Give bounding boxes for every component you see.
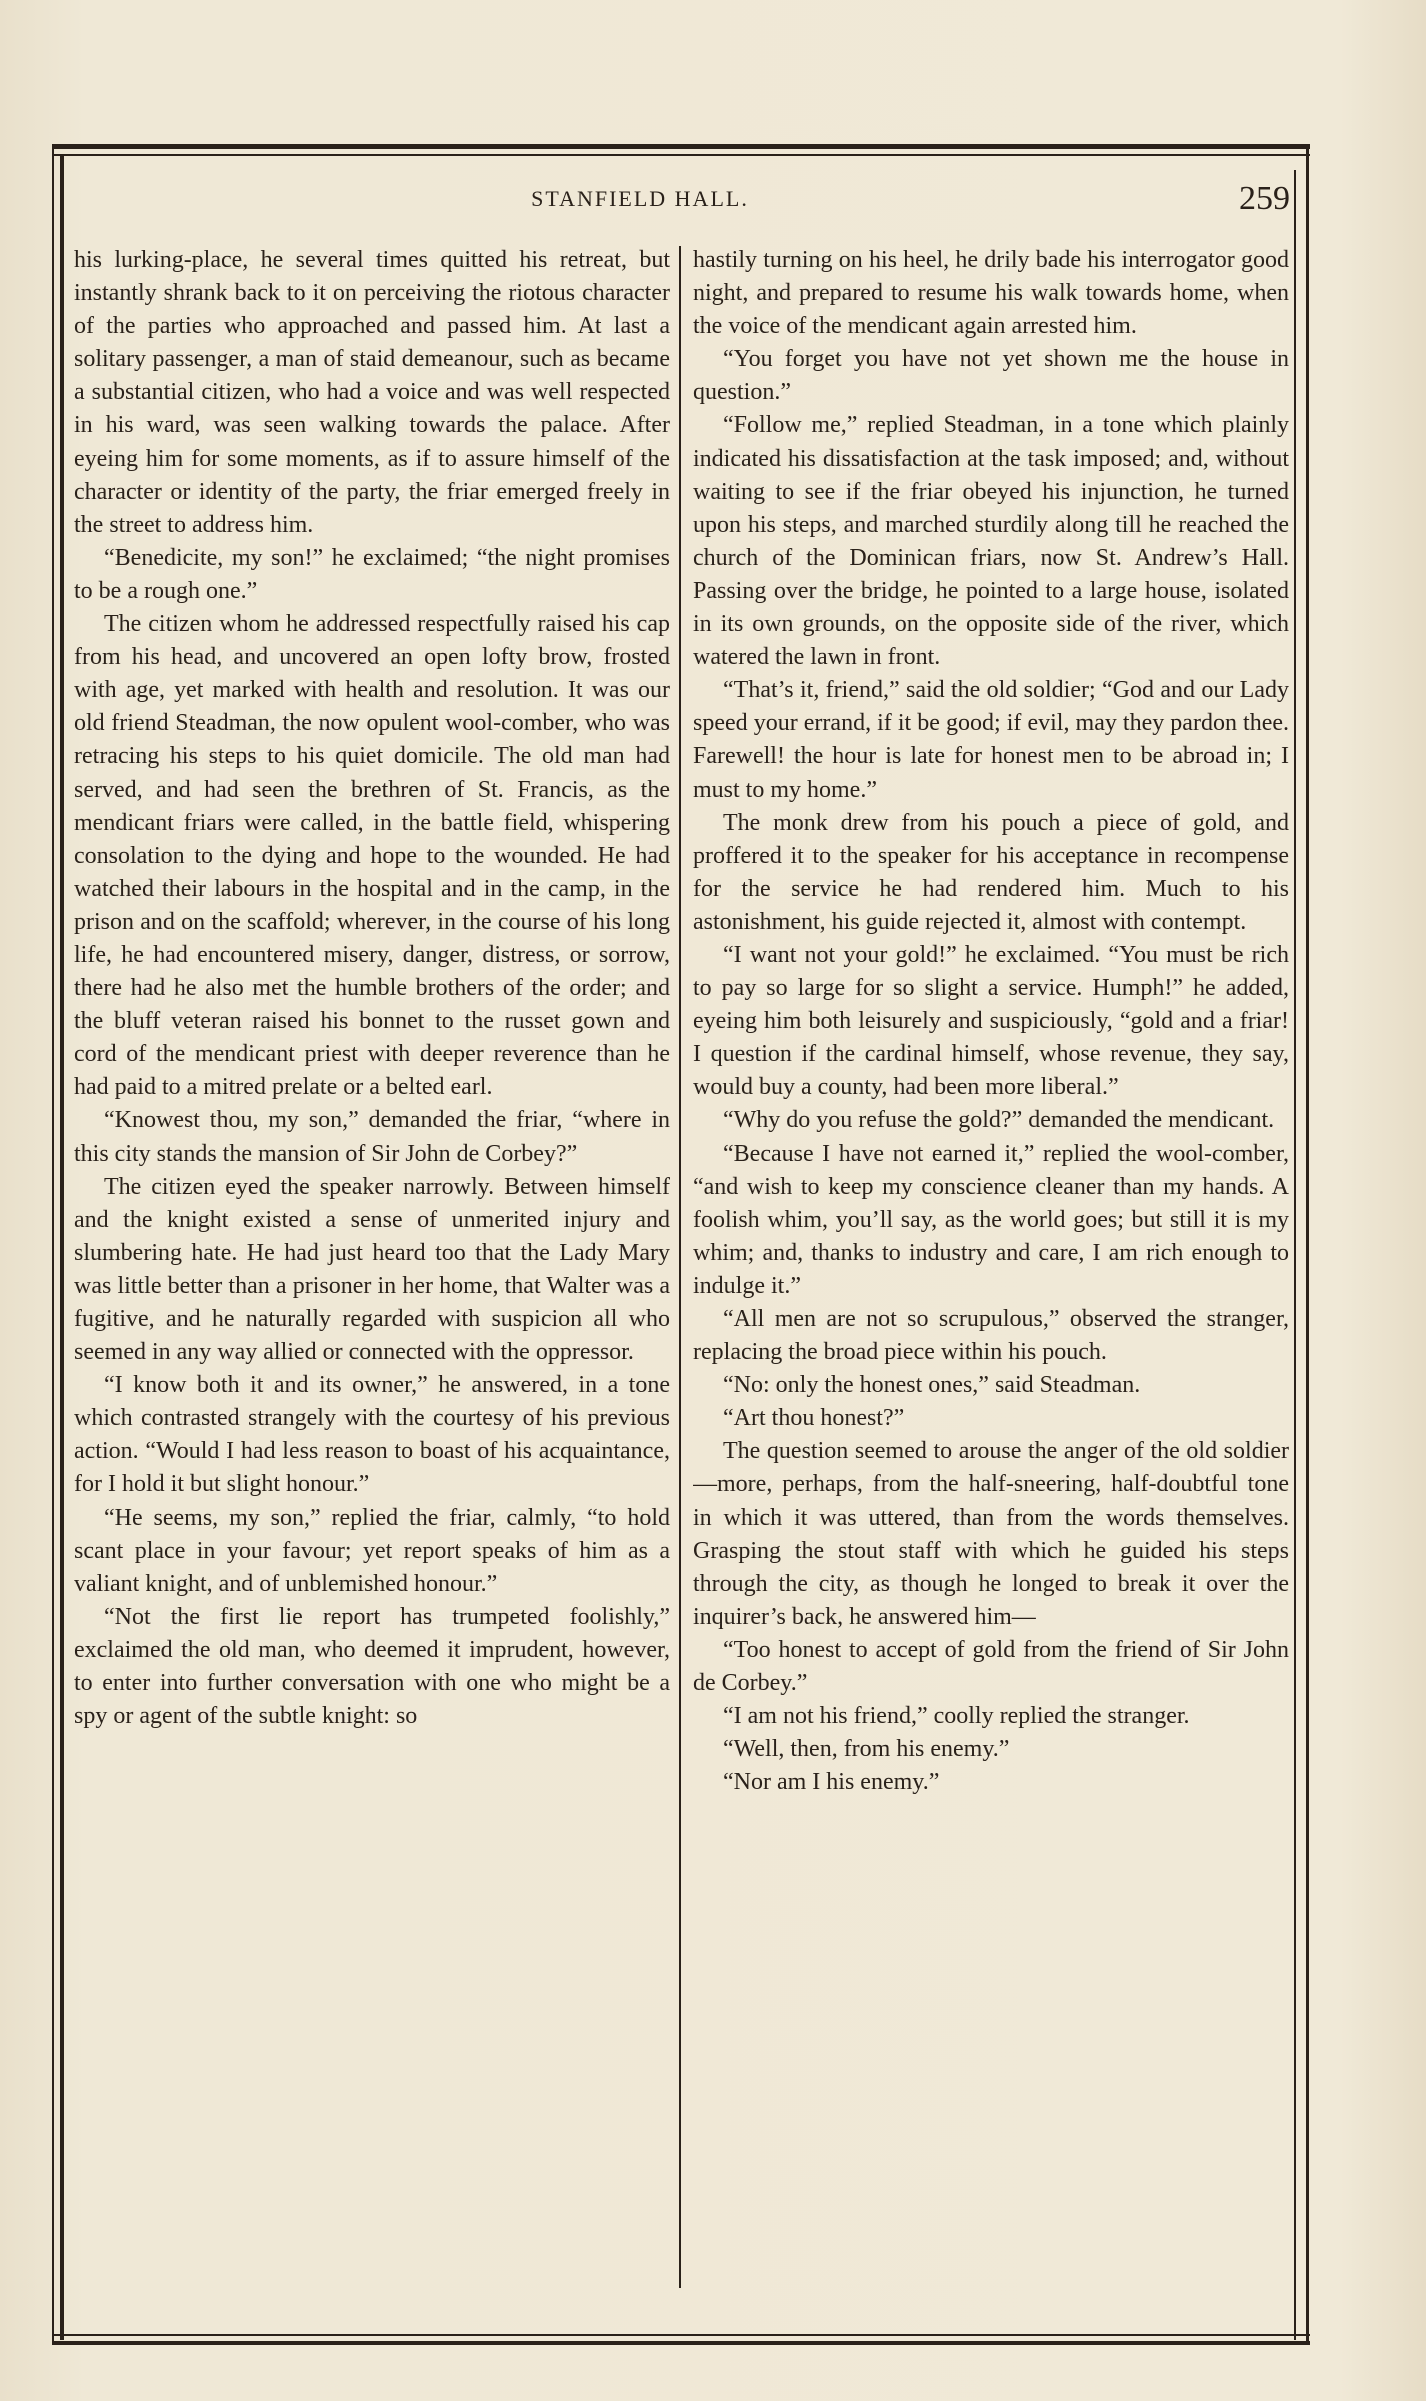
paragraph: “Benedicite, my son!” he exclaimed; “the night promises to be a rough one.”: [74, 544, 670, 604]
paragraph: The citizen eyed the speaker narrowly. Between himself and the knight existed a sense of unmerited injury and slumbering hate. He had just heard too that the Lady Mary was little better than a prisoner in her home, that Walter was a fugitive, and he naturally regarded with suspicion all who seemed in any way allied or connected with the oppressor.: [74, 1173, 670, 1366]
right-column: [693, 244, 1289, 2294]
bottom-rule-thin: [52, 2334, 1310, 2336]
column-divider: [679, 246, 681, 2288]
page-number: 259: [1239, 180, 1290, 217]
paragraph: “He seems, my son,” replied the friar, calmly, “to hold scant place in your favour; yet report speaks of him as a valiant knight, and of unblemished honour.”: [74, 1504, 670, 1597]
paragraph: “Not the first lie report has trumpeted foolishly,” exclaimed the old man, who deemed it imprudent, however, to enter into further conversation with one who might be a spy or agent of the subtle knight: so: [74, 1603, 670, 1730]
left-frame-rule-inner: [60, 154, 64, 2340]
left-frame-rule-outer: [52, 144, 54, 2344]
paragraph: “Why do you refuse the gold?” demanded the mendicant.: [723, 1107, 1275, 1134]
paragraph: hastily turning on his heel, he drily bade his interrogator good night, and prepared to resume his walk towards home, when the voice of the mendicant again arrested him.: [693, 247, 1289, 340]
paragraph: The question seemed to arouse the anger of the old soldier—more, perhaps, from the half-sneering, half-doubtful tone in which it was uttered, than from the words themselves. Grasping the stout staff with which he guided his steps through the city, as though he longed to break it over the inquirer’s back, he answered him—: [693, 1438, 1289, 1630]
paragraph: “Well, then, from his enemy.”: [723, 1736, 1010, 1763]
paragraph: The citizen whom he addressed respectfully raised his cap from his head, and uncovered an open lofty brow, frosted with age, yet marked with health and resolution. It was our old friend Steadman, the now opulent wool-comber, who was retracing his steps to his quiet domicile. The old man had served, and had seen the brethren of St. Francis, as the mendicant friars were called, in the battle field, whispering consolation to the dying and hope to the wounded. He had watched their labours in the hospital and in the camp, in the prison and on the scaffold; wherever, in the course of his long life, he had encountered misery, danger, distress, or sorrow, there had he also met the humble brothers of the order; and the bluff veteran raised his bonnet to the russet gown and cord of the mendicant priest with deeper reverence than he had paid to a mitred prelate or a belted earl.: [74, 611, 670, 1101]
bottom-rule-thick: [52, 2341, 1310, 2345]
paragraph: “No: only the honest ones,” said Steadman.: [723, 1372, 1141, 1399]
paragraph: “I am not his friend,” coolly replied the stranger.: [723, 1703, 1190, 1730]
paragraph: his lurking-place, he several times quitted his retreat, but instantly shrank back to it on perceiving the riotous character of the parties who approached and passed him. At last a solitary passenger, a man of staid demeanour, such as became a substantial citizen, who had a voice and was well respected in his ward, was seen walking towards the palace. After eyeing him for some moments, as if to assure himself of the character or identity of the party, the friar emerged freely in the street to address him.: [74, 247, 670, 538]
paragraph: “You forget you have not yet shown me the house in question.”: [693, 346, 1289, 406]
paragraph: The monk drew from his pouch a piece of gold, and proffered it to the speaker for his acceptance in recompense for the service he had rendered him. Much to his astonishment, his guide rejected it, almost with contempt.: [693, 809, 1289, 935]
paragraph: “All men are not so scrupulous,” observed the stranger, replacing the broad piece within his pouch.: [693, 1306, 1289, 1366]
paragraph: “Knowest thou, my son,” demanded the friar, “where in this city stands the mansion of Sir John de Corbey?”: [74, 1107, 670, 1167]
right-frame-rule-inner: [1294, 170, 1296, 2340]
paragraph: “Nor am I his enemy.”: [723, 1769, 940, 1796]
running-title: STANFIELD HALL.: [531, 186, 749, 211]
top-rule-thin: [52, 154, 1310, 156]
left-column: [74, 244, 670, 2294]
paragraph: “Because I have not earned it,” replied the wool-comber, “and wish to keep my conscience cleaner than my hands. A foolish whim, you’ll say, as the world goes; but still it is my whim; and, thanks to industry and care, I am rich enough to indulge it.”: [693, 1140, 1289, 1299]
page-header: [60, 180, 1300, 230]
paragraph: “I know both it and its owner,” he answered, in a tone which contrasted strangely with the courtesy of his previous action. “Would I had less reason to boast of his acquaintance, for I hold it but slight honour.”: [74, 1372, 670, 1498]
paragraph: “I want not your gold!” he exclaimed. “You must be rich to pay so large for so slight a service. Humph!” he added, eyeing him both leisurely and suspiciously, “gold and a friar! I question if the cardinal himself, whose revenue, they say, would buy a county, had been more liberal.”: [693, 941, 1289, 1101]
paragraph: “That’s it, friend,” said the old soldier; “God and our Lady speed your errand, if it be good; if evil, may they pardon thee. Farewell! the hour is late for honest men to be abroad in; I must to my home.”: [693, 677, 1289, 803]
paragraph: “Art thou honest?”: [723, 1405, 905, 1432]
top-rule-thick: [52, 144, 1310, 149]
paragraph: “Too honest to accept of gold from the friend of Sir John de Corbey.”: [693, 1636, 1289, 1697]
paragraph: “Follow me,” replied Steadman, in a tone which plainly indicated his dissatisfaction at the task imposed; and, without waiting to see if the friar obeyed his injunction, he turned upon his steps, and marched sturdily along till he reached the church of the Dominican friars, now St. Andrew’s Hall. Passing over the bridge, he pointed to a large house, isolated in its own grounds, on the opposite side of the river, which watered the lawn in front.: [693, 412, 1289, 671]
right-frame-rule-outer: [1306, 144, 1309, 2344]
